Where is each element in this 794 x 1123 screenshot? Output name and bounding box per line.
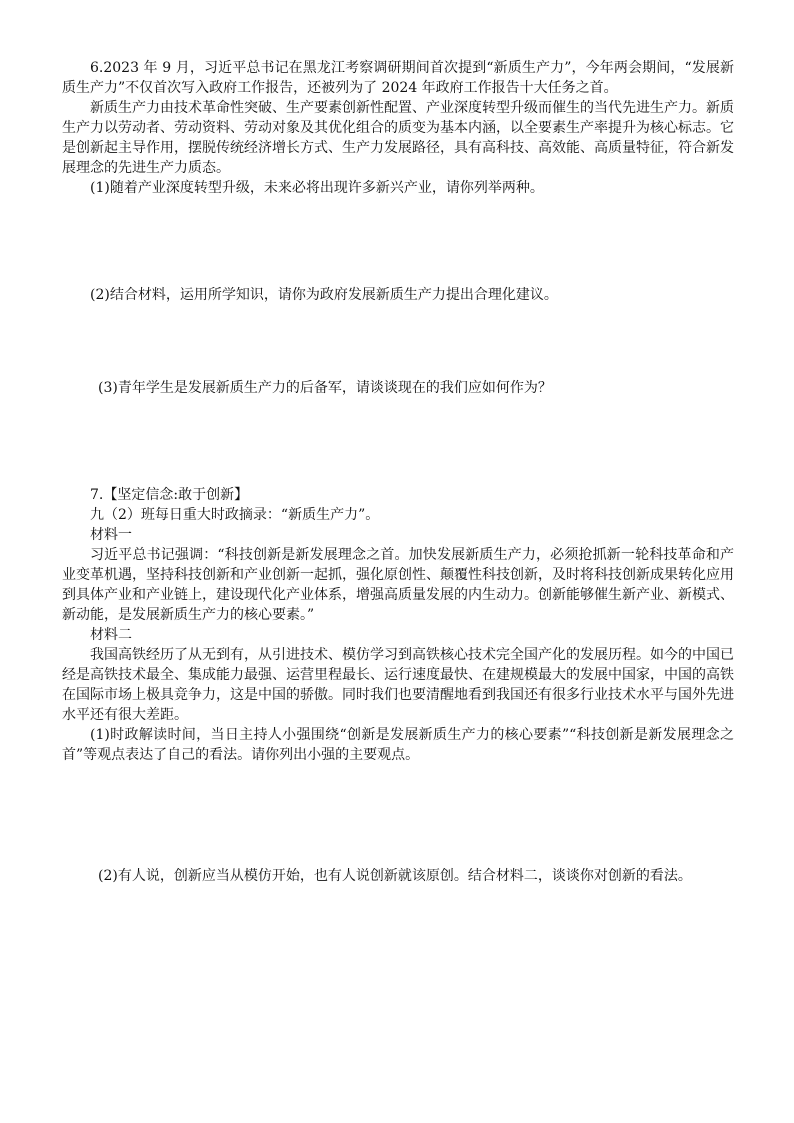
q7-sub-question-2: (2)有人说，创新应当从模仿开始，也有人说创新就该原创。结合材料二，谈谈你对创新的看法。 — [98, 868, 692, 884]
q6-sub-question-1: (1)随着产业深度转型升级，未来必将出现许多新兴产业，请你列举两种。 — [90, 180, 544, 196]
q7-sub-question-1: (1)时政解读时间，当日主持人小强围绕“创新是发展新质生产力的核心要素”“科技创新是新发展理念之首”等观点表达了自己的看法。请你列出小强的主要观点。 — [62, 727, 734, 763]
q6-sub-question-3: (3)青年学生是发展新质生产力的后备军，请谈谈现在的我们应如何作为？ — [98, 380, 552, 396]
q7-material-1-label: 材料一 — [90, 527, 132, 543]
q7-material-2-label: 材料二 — [90, 627, 132, 643]
q6-material: 新质生产力由技术革命性突破、生产要素创新性配置、产业深度转型升级而催生的当代先进生产力。新质生产力以劳动者、劳动资料、劳动对象及其优化组合的质变为基本内涵，以全要素生产率提升为核心标志。它是创新起主导作用，摆脱传统经济增长方式、生产力发展路径，具有高科技、高效能、高质量特征，符合新发展理念的先进生产力质态。 — [62, 100, 734, 176]
q7-title: 7.【坚定信念:敢于创新】 — [90, 487, 249, 503]
q7-material-2: 我国高铁经历了从无到有，从引进技术、模仿学习到高铁核心技术完全国产化的发展历程。如今的中国已经是高铁技术最全、集成能力最强、运营里程最长、运行速度最快、在建规模最大的发展中国家，中国的高铁在国际市场上极具竞争力，这是中国的骄傲。同时我们也要清醒地看到我国还有很多行业技术水平与国外先进水平还有很大差距。 — [62, 647, 734, 723]
q6-sub-question-2: (2)结合材料，运用所学知识，请你为政府发展新质生产力提出合理化建议。 — [90, 287, 558, 303]
q7-intro: 九（2）班每日重大时政摘录：“新质生产力”。 — [90, 507, 380, 523]
q7-material-1: 习近平总书记强调：“科技创新是新发展理念之首。加快发展新质生产力，必须抢抓新一轮科技革命和产业变革机遇，坚持科技创新和产业创新一起抓，强化原创性、颠覆性科技创新，及时将科技创新成果转化应用到具体产业和产业链上，建设现代化产业体系，增强高质量发展的内生动力。创新能够催生新产业、新模式、新动能，是发展新质生产力的核心要素。” — [62, 547, 734, 623]
q6-intro: 6.2023 年 9 月，习近平总书记在黑龙江考察调研期间首次提到“新质生产力”，今年两会期间，“发展新质生产力”不仅首次写入政府工作报告，还被列为了 2024 年政府工作报告十大任务之首。 — [62, 60, 734, 96]
document-page — [62, 58, 734, 886]
